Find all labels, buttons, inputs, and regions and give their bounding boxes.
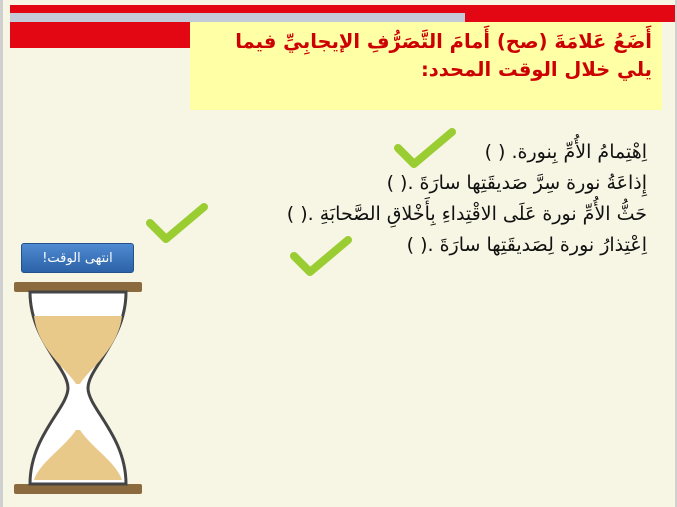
instruction-line-2: يلي خلال الوقت المحدد: <box>420 58 652 81</box>
statement-item-4[interactable]: اِعْتِذارُ نورة لِصَديقَتِها سارَةَ .( ) <box>406 234 647 256</box>
check-icon <box>390 128 460 172</box>
top-red-bar-right <box>465 13 677 22</box>
statement-item-2[interactable]: إِذاعَةُ نورة سِرَّ صَديقَتِها سارَةَ .( ) <box>386 172 647 194</box>
top-gray-bar <box>10 13 465 22</box>
time-up-button[interactable]: انتهى الوقت! <box>21 243 134 273</box>
instruction-box <box>190 22 662 110</box>
check-icon <box>142 203 212 247</box>
statement-item-3[interactable]: حَثُّ الأُمِّ نورة عَلَى الاقْتِداءِ بِأَخْلاقِ الصَّحابَةِ .( ) <box>286 203 647 225</box>
check-icon <box>286 236 356 280</box>
hourglass-icon <box>12 280 144 496</box>
statement-item-1[interactable]: اِهْتِمامُ الأُمِّ بِنورة. ( ) <box>484 141 647 163</box>
top-red-bar <box>10 5 677 13</box>
left-red-block <box>10 22 190 48</box>
instruction-line-1: أَضَعُ عَلامَةَ (صح) أَمامَ التَّصَرُّفِ الإيجابِيِّ فيما <box>235 30 652 53</box>
